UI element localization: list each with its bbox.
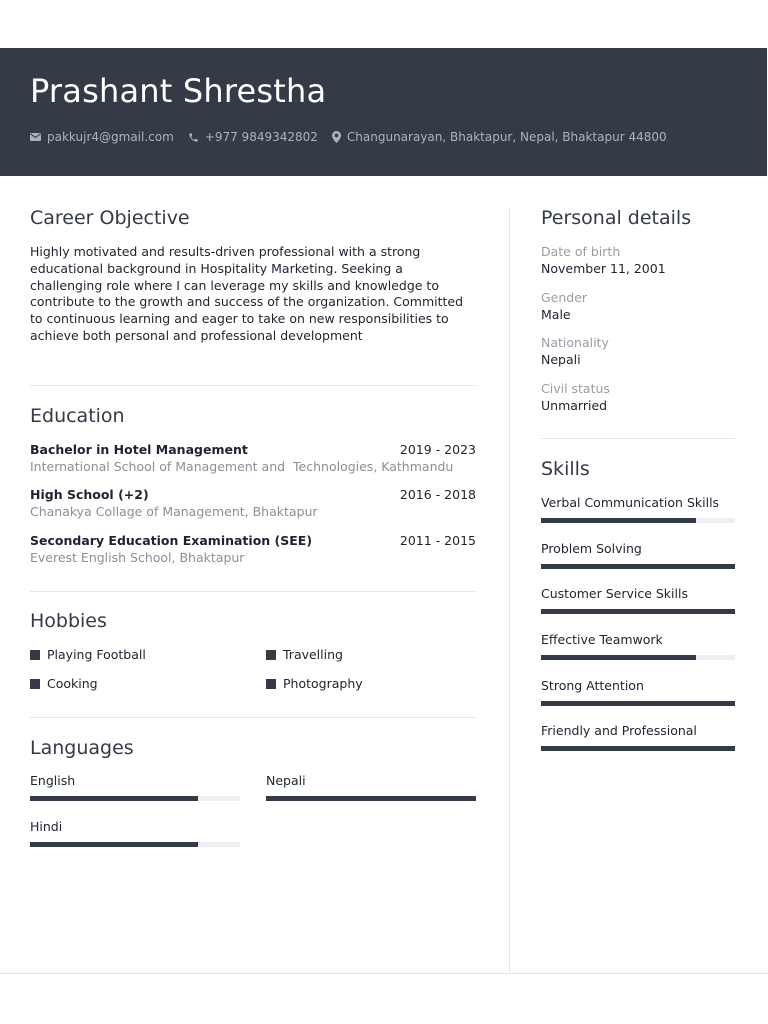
- skill-name: Friendly and Professional: [541, 723, 697, 738]
- address-text: Changunarayan, Bhaktapur, Nepal, Bhaktapur 44800: [346, 130, 667, 144]
- contact-phone[interactable]: [188, 130, 318, 144]
- hobby-item: [266, 676, 363, 691]
- skill-level-bar: [541, 746, 735, 751]
- language-level-bar: [30, 796, 240, 801]
- skill-level-fill: [541, 746, 735, 751]
- education-years: 2016 - 2018: [399, 487, 476, 502]
- language-name: Nepali: [266, 773, 306, 788]
- detail-value: Male: [541, 307, 571, 322]
- skill-name: Customer Service Skills: [541, 586, 688, 601]
- skill-level-bar: [541, 701, 735, 706]
- detail-value: November 11, 2001: [541, 261, 666, 276]
- envelope-icon: [30, 133, 41, 141]
- education-title: Education: [30, 405, 125, 427]
- phone-text: +977 9849342802: [204, 130, 318, 144]
- career-objective-text: Highly motivated and results-driven professional with a strong educational background in Hospitality Marketing. Seeking a challenging role where I can leverage my skills and knowledge to contribute to the growth and success of the organization. Committed to continuous learning and eager to take on new responsibilities to achieve both personal and professional development: [30, 244, 464, 343]
- skill-name: Effective Teamwork: [541, 632, 663, 647]
- language-level-bar: [30, 842, 240, 847]
- education-years: 2011 - 2015: [399, 533, 476, 548]
- square-bullet-icon: [266, 650, 276, 660]
- education-entry: [30, 442, 476, 474]
- square-bullet-icon: [30, 650, 40, 660]
- hobby-label: Playing Football: [47, 647, 146, 662]
- detail-label: Nationality: [541, 335, 609, 350]
- skill-name: Problem Solving: [541, 541, 642, 556]
- education-years: 2019 - 2023: [399, 442, 476, 457]
- square-bullet-icon: [30, 679, 40, 689]
- hobby-label: Photography: [283, 676, 363, 691]
- language-name: English: [30, 773, 76, 788]
- section-divider: [541, 438, 735, 439]
- hobby-label: Cooking: [47, 676, 98, 691]
- hobby-item: [30, 676, 98, 691]
- map-pin-icon: [332, 131, 341, 143]
- skill-level-fill: [541, 564, 735, 569]
- email-text: pakkujr4@gmail.com: [47, 130, 174, 144]
- languages-title: Languages: [30, 737, 134, 759]
- education-school: Everest English School, Bhaktapur: [30, 550, 245, 565]
- education-degree: High School (+2): [30, 487, 149, 502]
- language-level-fill: [30, 842, 198, 847]
- education-degree: Bachelor in Hotel Management: [30, 442, 248, 457]
- skill-level-fill: [541, 609, 735, 614]
- language-level-fill: [30, 796, 198, 801]
- education-degree: Secondary Education Examination (SEE): [30, 533, 313, 548]
- resume-header: [0, 48, 767, 176]
- education-school: Chanakya Collage of Management, Bhaktapur: [30, 504, 318, 519]
- skill-level-bar: [541, 609, 735, 614]
- detail-label: Gender: [541, 290, 588, 305]
- skill-level-bar: [541, 655, 735, 660]
- column-divider: [509, 208, 510, 973]
- hobbies-title: Hobbies: [30, 610, 107, 632]
- language-name: Hindi: [30, 819, 63, 834]
- phone-icon: [188, 132, 199, 143]
- section-divider: [30, 717, 476, 718]
- detail-label: Civil status: [541, 381, 610, 396]
- skill-level-fill: [541, 701, 735, 706]
- hobby-item: [266, 647, 343, 662]
- language-level-bar: [266, 796, 476, 801]
- contact-row: [30, 130, 681, 144]
- personal-details-title: Personal details: [541, 207, 692, 229]
- skill-level-bar: [541, 518, 735, 523]
- page-bottom-edge: [0, 973, 768, 974]
- hobby-item: [30, 647, 146, 662]
- education-entry: [30, 533, 476, 565]
- skill-name: Strong Attention: [541, 678, 644, 693]
- skill-level-bar: [541, 564, 735, 569]
- skill-name: Verbal Communication Skills: [541, 495, 720, 510]
- section-divider: [30, 591, 476, 592]
- detail-label: Date of birth: [541, 244, 621, 259]
- skill-level-fill: [541, 518, 696, 523]
- career-objective-title: Career Objective: [30, 207, 190, 229]
- candidate-name: Prashant Shrestha: [30, 72, 327, 110]
- square-bullet-icon: [266, 679, 276, 689]
- skill-level-fill: [541, 655, 696, 660]
- hobby-label: Travelling: [283, 647, 343, 662]
- education-school: International School of Management and Technologies, Kathmandu: [30, 459, 454, 474]
- education-entry: [30, 487, 476, 519]
- contact-address: [332, 130, 667, 144]
- language-level-fill: [266, 796, 476, 801]
- detail-value: Nepali: [541, 352, 581, 367]
- detail-value: Unmarried: [541, 398, 608, 413]
- skills-title: Skills: [541, 458, 590, 480]
- contact-email[interactable]: [30, 130, 174, 144]
- section-divider: [30, 385, 476, 386]
